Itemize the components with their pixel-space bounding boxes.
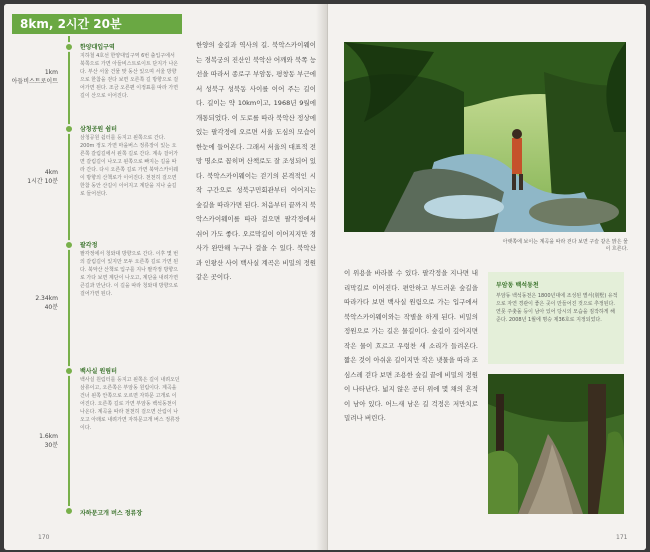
segment-title: 백사실 원림터 — [80, 368, 117, 375]
segment-distance — [10, 168, 58, 186]
segment-body: 지하철 4호선 한양대입구역 6번 출입구에서 북쪽으로 가면 아들비스트로이트 단지가 나온다. 부산 서울 건물 맞 동산 있으며 서울 방향으로 한참을 걷다 보면 오른쪽 길 방향으로 걸어가면 된다. 조금 오른편 이정표를 따라 가면 길이 산으로 이어진다. — [80, 53, 179, 99]
distance-text: 2.34km — [35, 295, 58, 302]
time-text: 아들비스트로이트 — [11, 78, 58, 85]
main-body-text: 한양의 숲길과 역사의 길. 북악스카이웨이는 경복궁의 진산인 북악산 어깨와 북쪽 능선을 따라서 종로구 부암동, 평창동 부근에서 성북구 성북동 사이를 이어 주는 길이다. 길이는 약 10km이고, 1968년 9월에 개통되었다. 이 도로를 따라 북악산 정상에 있는 팔각정에 오르면 서울 도심의 모습이 한눈에 들어온다. 그래서 서울의 대표적 전망 명소로 꼽히며 산책로도 잘 조성되어 있다. 북악스카이웨이는 걷기의 본격적인 시작 구간으로 성북구민회관부터 이어지는 숲길을 따라가면 된다. 처음부터 끝까지 북악스카이웨이를 따라 걸으면 팔각정에서 쉬어 가도 좋다. 오르막길이 이어지지만 경사가 완만해 누구나 걸을 수 있다. 북악산과 인왕산 사이 백사실 계곡은 비밀의 정원 같은 곳이다. — [196, 41, 316, 281]
photo-illustration — [488, 374, 624, 514]
time-text: 40분 — [44, 304, 58, 311]
distance-text: 1km — [44, 69, 58, 76]
page-number-right: 171 — [616, 534, 628, 541]
segment-distance — [10, 294, 58, 312]
segment-title: 삼청공원 쉼터 — [80, 126, 117, 133]
route-point — [64, 366, 74, 376]
route-point — [64, 42, 74, 52]
forest-stream-photo — [344, 42, 626, 232]
left-page — [4, 4, 322, 550]
stone-path-photo — [488, 374, 624, 514]
page-number-left: 170 — [38, 534, 50, 541]
time-text: 1시간 10분 — [27, 178, 58, 185]
route-timeline-line — [68, 36, 70, 506]
segment-title: 한양대입구역 — [80, 44, 115, 51]
segment-body: 팔각정에서 청와대 방향으로 간다. 이후 몇 번의 갈림길이 있지만 모두 오른쪽 길로 가면 된다. 북악산 산책로 입구를 지나 팔각정 방향으로 가다 보면 계단이 나오고, 계단을 내려가면 큰길과 만난다. 이 길을 따라 청와대 방향으로 걸어가면 된다. — [80, 251, 179, 297]
route-point — [64, 240, 74, 250]
segment-distance — [10, 68, 58, 86]
route-point — [64, 124, 74, 134]
photo-illustration — [344, 42, 626, 232]
segment-body: 삼청공원 쉼터를 등지고 왼쪽으로 간다. 200m 정도 가면 마을버스 정류장이 있는 오른쪽 갈림길에서 왼쪽 길로 간다. 계속 걸어가면 갈림길이 나오고 왼쪽으로 빠지는 길을 따라 간다. 다시 오른쪽 길로 가면 북악스카이웨이 방향의 산책로가 이어진다. 천천히 걸으면 한참 동안 산길이 이어지고 계단을 지나 숲길로 들어선다. — [80, 135, 179, 197]
route-end-point — [64, 506, 74, 516]
photo-caption: 아랫쪽에 보이는 계곡을 따라 걷다 보면 구슬 같은 맑은 물이 흐른다. — [502, 239, 628, 252]
segment-distance — [10, 432, 58, 450]
time-text: 30분 — [44, 442, 58, 449]
info-box — [488, 272, 624, 364]
open-book — [4, 4, 646, 550]
distance-text: 4km — [44, 169, 58, 176]
segment-body: 백사실 원림터를 등지고 왼쪽은 길이 내려오던 삼류이고, 오른쪽은 부암동 원림이다. 계곡을 건너 왼쪽 안쪽으로 오르면 자하문 고개로 이어진다. 오른쪽 길로 가면 부암동 백석동천이 나온다. 계곡을 따라 천천히 걸으면 산림이 나오고 아래로 내려가면 자하문고개 버스 정류장이다. — [80, 377, 180, 431]
end-point-label: 자하문고개 버스 정류장 — [80, 510, 143, 517]
right-body-text: 이 위용을 바라볼 수 있다. 팔각정을 지나면 내리막길로 이어진다. 편안하고 부드러운 숲길을 따라가다 보면 백사실 원림으로 가는 입구에서 북악스카이웨이와는 작별을 하게 된다. 비밀의 정원으로 가는 길은 물길이다. 숲길이 깊어지면 작은 물이 흐르고 우렁찬 새 소리가 들려온다. 짧은 것이 아쉬운 길이지만 작은 냇물을 따라 조심스레 걷다 보면 조용한 숲길 끝에 비밀의 정원이 나타난다. 넓지 않은 공터 위에 몇 채의 흔적이 남아 있다. 어느새 남은 길 걱정은 저만치로 밀려나 버린다. — [344, 269, 478, 422]
route-header: 8km, 2시간 20분 — [12, 14, 182, 34]
info-body: 부암동 백석동천은 1800년대에 조성된 별서(別墅) 유적으로 자연 경관이 좋은 곳이 만들어진 것으로 추정된다. 연못 주춧돌 등이 남아 있어 당시의 모습을 짐작하게 해 준다. 2008년 1월에 명승 제36호로 지정되었다. — [496, 293, 618, 323]
info-title: 부암동 백석동천 — [496, 282, 539, 289]
distance-text: 1.6km — [39, 433, 58, 440]
segment-title: 팔각정 — [80, 242, 98, 249]
